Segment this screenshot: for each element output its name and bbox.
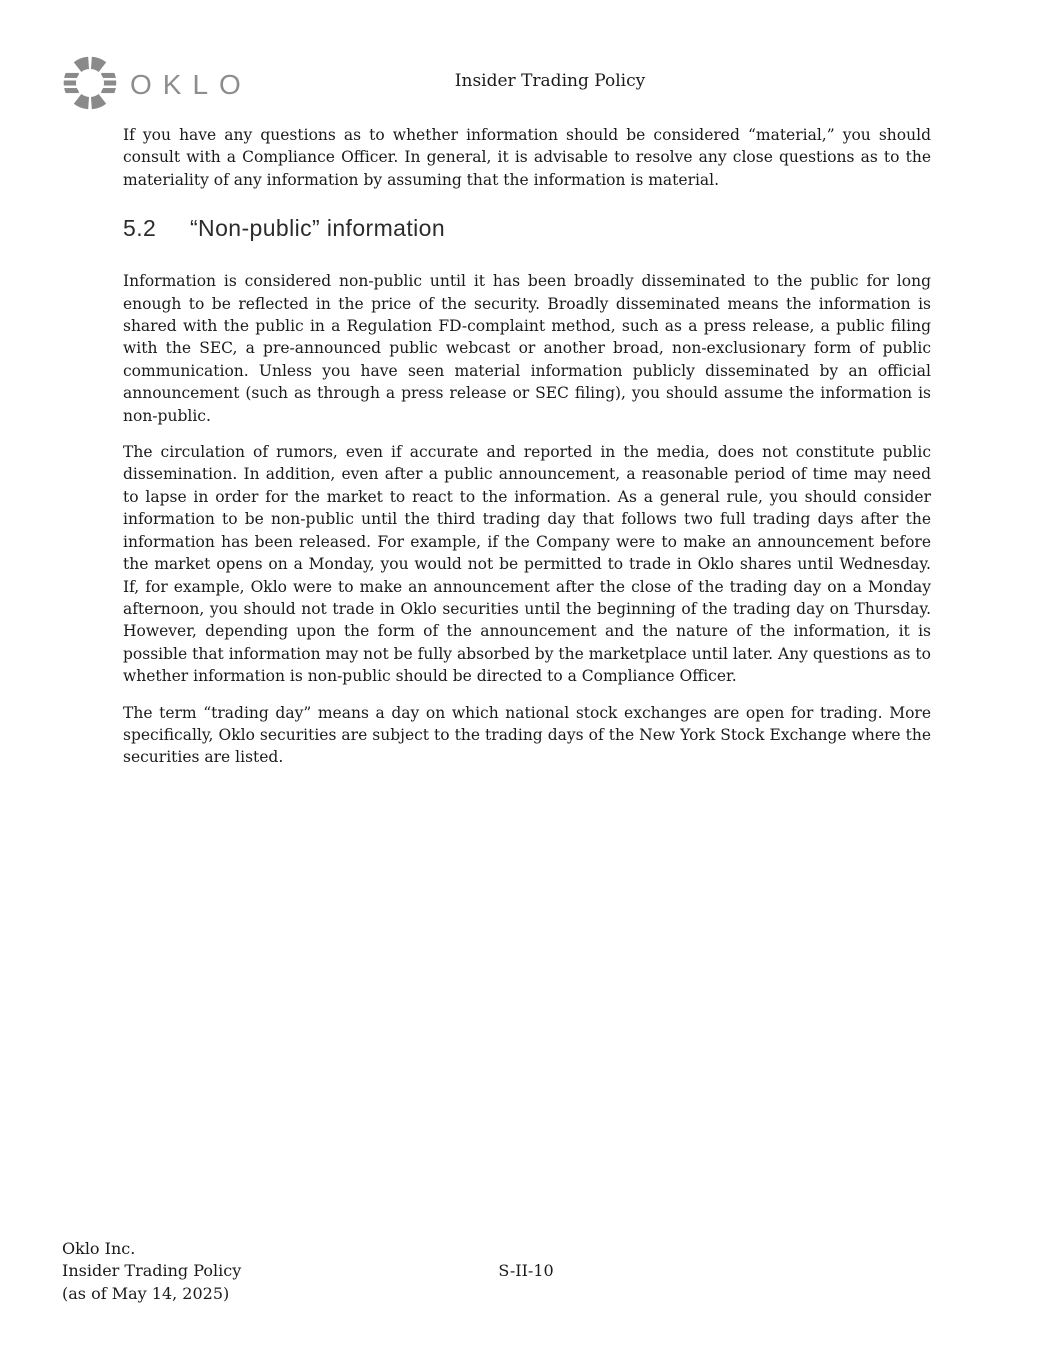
section-number: 5.2 [123, 215, 157, 242]
oklo-logo [62, 55, 252, 111]
document-header-title: Insider Trading Policy [454, 71, 646, 91]
body-paragraph: Information is considered non-public until it has been broadly disseminated to the public for long enough to be reflected in the price of the security. Broadly disseminated means the information is shared with the public in a Regulation FD-complaint method, such as a press release, a public filing with the SEC, a pre-announced public webcast or another broad, non-exclusionary form of public communication. Unless you have seen material information publicly disseminated by an official announcement (such as through a press release or SEC filing), you should assume the information is non-public. [123, 272, 931, 425]
intro-paragraph: If you have any questions as to whether information should be considered “material,” you should consult with a Compliance Officer. In general, it is advisable to resolve any close questions as to the materiality of any information by assuming that the information is material. [123, 126, 931, 189]
body-paragraph: The circulation of rumors, even if accurate and reported in the media, does not constitute public dissemination. In addition, even after a public announcement, a reasonable period of time may need to lapse in order for the market to react to the information. As a general rule, you should consider information to be non-public until the third trading day that follows two full trading days after the information has been released. For example, if the Company were to make an announcement before the market opens on a Monday, you would not be permitted to trade in Oklo shares until Wednesday. If, for example, Oklo were to make an announcement after the close of the trading day on a Monday afternoon, you should not trade in Oklo securities until the beginning of the trading day on Thursday. However, depending upon the form of the announcement and the nature of the information, it is possible that information may not be fully absorbed by the marketplace until later. Any questions as to whether information is non-public should be directed to a Compliance Officer. [123, 443, 931, 686]
footer-company: Oklo Inc. [62, 1239, 136, 1258]
oklo-logo-icon [62, 55, 118, 111]
oklo-wordmark: OKLO [130, 68, 252, 100]
footer-policy-name: Insider Trading Policy [62, 1261, 242, 1281]
document-body [123, 124, 931, 769]
body-paragraph: The term “trading day” means a day on which national stock exchanges are open for trading. More specifically, Oklo securities are subject to the trading days of the New York Stock Exchange where the securities are listed. [123, 703, 931, 767]
footer-page-number: S-II-10 [498, 1261, 554, 1280]
footer-document-info [62, 1238, 241, 1305]
section-heading [123, 214, 931, 242]
footer-as-of-date: (as of May 14, 2025) [62, 1283, 230, 1303]
section-title: “Non-public” information [190, 215, 446, 242]
